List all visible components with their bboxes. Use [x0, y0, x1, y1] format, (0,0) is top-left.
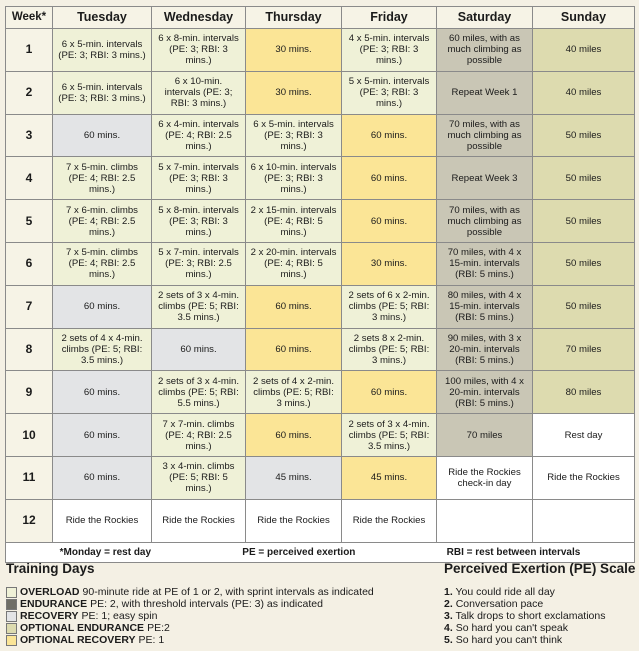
table-row: [6, 285, 635, 328]
pe-text: So hard you can't think: [455, 634, 563, 646]
pe-text: Conversation pace: [455, 598, 544, 610]
table-cell: 70 miles: [437, 414, 533, 457]
header-thursday: Thursday: [246, 7, 342, 29]
table-cell: 50 miles: [533, 242, 635, 285]
legend-name: OVERLOAD: [20, 586, 80, 598]
pe-text: Talk drops to short exclamations: [455, 610, 606, 622]
table-cell: 50 miles: [533, 285, 635, 328]
table-cell: 2 x 20-min. intervals (PE: 4; RBI: 5 mins.): [246, 242, 342, 285]
footnote-cell: [6, 542, 635, 562]
header-sunday: Sunday: [533, 7, 635, 29]
week-number: 1: [6, 29, 53, 72]
legend-desc: 90-minute ride at PE of 1 or 2, with sprint intervals as indicated: [82, 586, 374, 598]
legend-name: OPTIONAL RECOVERY: [20, 634, 136, 646]
legend-item-optional-endurance: [6, 622, 426, 634]
table-cell: 60 mins.: [246, 328, 342, 371]
table-cell: Rest day: [533, 414, 635, 457]
recovery-swatch: [6, 611, 17, 622]
table-cell: 3 x 4-min. climbs (PE: 5; RBI: 5 mins.): [152, 456, 246, 499]
table-cell: 60 mins.: [152, 328, 246, 371]
header-tuesday: Tuesday: [53, 7, 152, 29]
week-number: 3: [6, 114, 53, 157]
header-saturday: Saturday: [437, 7, 533, 29]
pe-scale-item: [444, 622, 636, 634]
table-row: [6, 242, 635, 285]
week-number: 2: [6, 71, 53, 114]
footnote-rbi: RBI = rest between intervals: [446, 546, 581, 558]
table-cell: 7 x 5-min. climbs (PE: 4; RBI: 2.5 mins.): [53, 157, 152, 200]
legend-name: RECOVERY: [20, 610, 79, 622]
table-cell: 6 x 8-min. intervals (PE: 3; RBI: 3 mins.): [152, 29, 246, 72]
week-number: 12: [6, 499, 53, 542]
table-cell: Ride the Rockies: [152, 499, 246, 542]
table-cell: 7 x 7-min. climbs (PE: 4; RBI: 2.5 mins.): [152, 414, 246, 457]
table-cell: 60 miles, with as much climbing as possible: [437, 29, 533, 72]
legend-desc: PE: 2, with threshold intervals (PE: 3) as indicated: [90, 598, 323, 610]
table-cell: Repeat Week 1: [437, 71, 533, 114]
overload-swatch: [6, 587, 17, 598]
table-cell: 50 miles: [533, 157, 635, 200]
table-cell: Ride the Rockies: [53, 499, 152, 542]
table-cell: 30 mins.: [246, 29, 342, 72]
table-cell: 60 mins.: [53, 114, 152, 157]
week-number: 7: [6, 285, 53, 328]
table-cell: [437, 499, 533, 542]
table-cell: [533, 499, 635, 542]
legend-desc: PE: 1; easy spin: [81, 610, 158, 622]
pe-number: 4.: [444, 622, 453, 634]
table-row: [6, 114, 635, 157]
pe-number: 2.: [444, 598, 453, 610]
table-cell: 40 miles: [533, 29, 635, 72]
table-row: [6, 371, 635, 414]
footnote-pe: PE = perceived exertion: [242, 546, 356, 558]
legend-title: Training Days: [6, 561, 95, 576]
table-cell: 6 x 10-min. intervals (PE: 3; RBI: 3 mins.): [152, 71, 246, 114]
header-week: Week*: [6, 7, 53, 29]
week-number: 11: [6, 456, 53, 499]
table-row: [6, 29, 635, 72]
table-cell: Ride the Rockies check-in day: [437, 456, 533, 499]
pe-scale-item: [444, 610, 636, 622]
legend-name: ENDURANCE: [20, 598, 88, 610]
table-row: [6, 200, 635, 243]
week-number: 9: [6, 371, 53, 414]
table-cell: 45 mins.: [246, 456, 342, 499]
table-row: [6, 456, 635, 499]
training-plan-table: [5, 6, 635, 563]
table-cell: 2 sets of 6 x 2-min. climbs (PE: 5; RBI: 3 mins.): [342, 285, 437, 328]
pe-number: 3.: [444, 610, 453, 622]
table-cell: 100 miles, with 4 x 20-min. intervals (RBI: 5 mins.): [437, 371, 533, 414]
table-cell: 70 miles: [533, 328, 635, 371]
table-cell: 45 mins.: [342, 456, 437, 499]
table-cell: 2 sets of 4 x 2-min. climbs (PE: 5; RBI: 3 mins.): [246, 371, 342, 414]
table-cell: 60 mins.: [53, 456, 152, 499]
pe-text: You could ride all day: [455, 586, 555, 598]
table-cell: 6 x 4-min. intervals (PE: 4; RBI: 2.5 mins.): [152, 114, 246, 157]
table-cell: Ride the Rockies: [533, 456, 635, 499]
table-cell: 6 x 5-min. intervals (PE: 3; RBI: 3 mins.): [53, 29, 152, 72]
table-cell: 30 mins.: [246, 71, 342, 114]
pe-scale-title: Perceived Exertion (PE) Scale: [444, 561, 636, 576]
table-cell: Ride the Rockies: [342, 499, 437, 542]
table-cell: 50 miles: [533, 114, 635, 157]
optional-recovery-swatch: [6, 635, 17, 646]
table-cell: 80 miles, with 4 x 15-min. intervals (RBI: 5 mins.): [437, 285, 533, 328]
pe-scale: [444, 561, 636, 646]
table-cell: 60 mins.: [53, 414, 152, 457]
table-cell: 6 x 5-min. intervals (PE: 3; RBI: 3 mins.): [53, 71, 152, 114]
table-cell: 70 miles, with as much climbing as possible: [437, 114, 533, 157]
table-cell: 30 mins.: [342, 242, 437, 285]
pe-number: 5.: [444, 634, 453, 646]
legend-desc: PE: 1: [138, 634, 165, 646]
legend-item-recovery: [6, 610, 426, 622]
table-cell: 2 sets 8 x 2-min. climbs (PE: 5; RBI: 3 mins.): [342, 328, 437, 371]
footnote-monday: *Monday = rest day: [59, 546, 152, 558]
table-cell: 60 mins.: [342, 157, 437, 200]
table-cell: 2 sets of 3 x 4-min. climbs (PE: 5; RBI: 5.5 mins.): [152, 371, 246, 414]
week-number: 10: [6, 414, 53, 457]
legend-item-endurance: [6, 598, 426, 610]
table-cell: 60 mins.: [53, 371, 152, 414]
table-cell: 2 sets of 3 x 4-min. climbs (PE: 5; RBI: 3.5 mins.): [152, 285, 246, 328]
table-cell: 2 sets of 4 x 4-min. climbs (PE: 5; RBI: 3.5 mins.): [53, 328, 152, 371]
table-row: [6, 157, 635, 200]
table-cell: 5 x 7-min. intervals (PE: 3; RBI: 2.5 mins.): [152, 242, 246, 285]
table-cell: 60 mins.: [342, 200, 437, 243]
week-number: 4: [6, 157, 53, 200]
table-cell: 60 mins.: [53, 285, 152, 328]
table-cell: 5 x 7-min. intervals (PE: 3; RBI: 3 mins.): [152, 157, 246, 200]
legend-name: OPTIONAL ENDURANCE: [20, 622, 145, 634]
pe-scale-item: [444, 586, 636, 598]
table-cell: 6 x 10-min. intervals (PE: 3; RBI: 3 mins.): [246, 157, 342, 200]
table-cell: 60 mins.: [246, 414, 342, 457]
table-row: [6, 71, 635, 114]
pe-text: So hard you can't speak: [455, 622, 569, 634]
pe-scale-item: [444, 634, 636, 646]
table-cell: 60 mins.: [246, 285, 342, 328]
table-cell: 40 miles: [533, 71, 635, 114]
table-row: [6, 499, 635, 542]
table-cell: 5 x 8-min. intervals (PE: 3; RBI: 3 mins.): [152, 200, 246, 243]
table-cell: Repeat Week 3: [437, 157, 533, 200]
table-cell: 4 x 5-min. intervals (PE: 3; RBI: 3 mins.): [342, 29, 437, 72]
table-header-row: [6, 7, 635, 29]
table-cell: 80 miles: [533, 371, 635, 414]
table-cell: 7 x 5-min. climbs (PE: 4; RBI: 2.5 mins.): [53, 242, 152, 285]
week-number: 8: [6, 328, 53, 371]
legend-item-overload: [6, 586, 426, 598]
table-cell: 2 sets of 3 x 4-min. climbs (PE: 5; RBI: 3.5 mins.): [342, 414, 437, 457]
table-row: [6, 414, 635, 457]
table-cell: 70 miles, with as much climbing as possible: [437, 200, 533, 243]
training-days-legend: [6, 561, 426, 646]
header-wednesday: Wednesday: [152, 7, 246, 29]
legend-desc: PE:2: [147, 622, 170, 634]
optional-endurance-swatch: [6, 623, 17, 634]
legend-item-optional-recovery: [6, 634, 426, 646]
week-number: 6: [6, 242, 53, 285]
table-cell: 90 miles, with 3 x 20-min. intervals (RBI: 5 mins.): [437, 328, 533, 371]
table-cell: 70 miles, with 4 x 15-min. intervals (RBI: 5 mins.): [437, 242, 533, 285]
table-cell: 7 x 6-min. climbs (PE: 4; RBI: 2.5 mins.): [53, 200, 152, 243]
week-number: 5: [6, 200, 53, 243]
pe-number: 1.: [444, 586, 453, 598]
table-cell: 6 x 5-min. intervals (PE: 3; RBI: 3 mins.): [246, 114, 342, 157]
endurance-swatch: [6, 599, 17, 610]
table-cell: 50 miles: [533, 200, 635, 243]
table-cell: 2 x 15-min. intervals (PE: 4; RBI: 5 mins.): [246, 200, 342, 243]
table-cell: 5 x 5-min. intervals (PE: 3; RBI: 3 mins.): [342, 71, 437, 114]
table-cell: 60 mins.: [342, 114, 437, 157]
pe-scale-item: [444, 598, 636, 610]
table-row: [6, 328, 635, 371]
table-cell: 60 mins.: [342, 371, 437, 414]
table-cell: Ride the Rockies: [246, 499, 342, 542]
footnote-row: [6, 542, 635, 562]
header-friday: Friday: [342, 7, 437, 29]
